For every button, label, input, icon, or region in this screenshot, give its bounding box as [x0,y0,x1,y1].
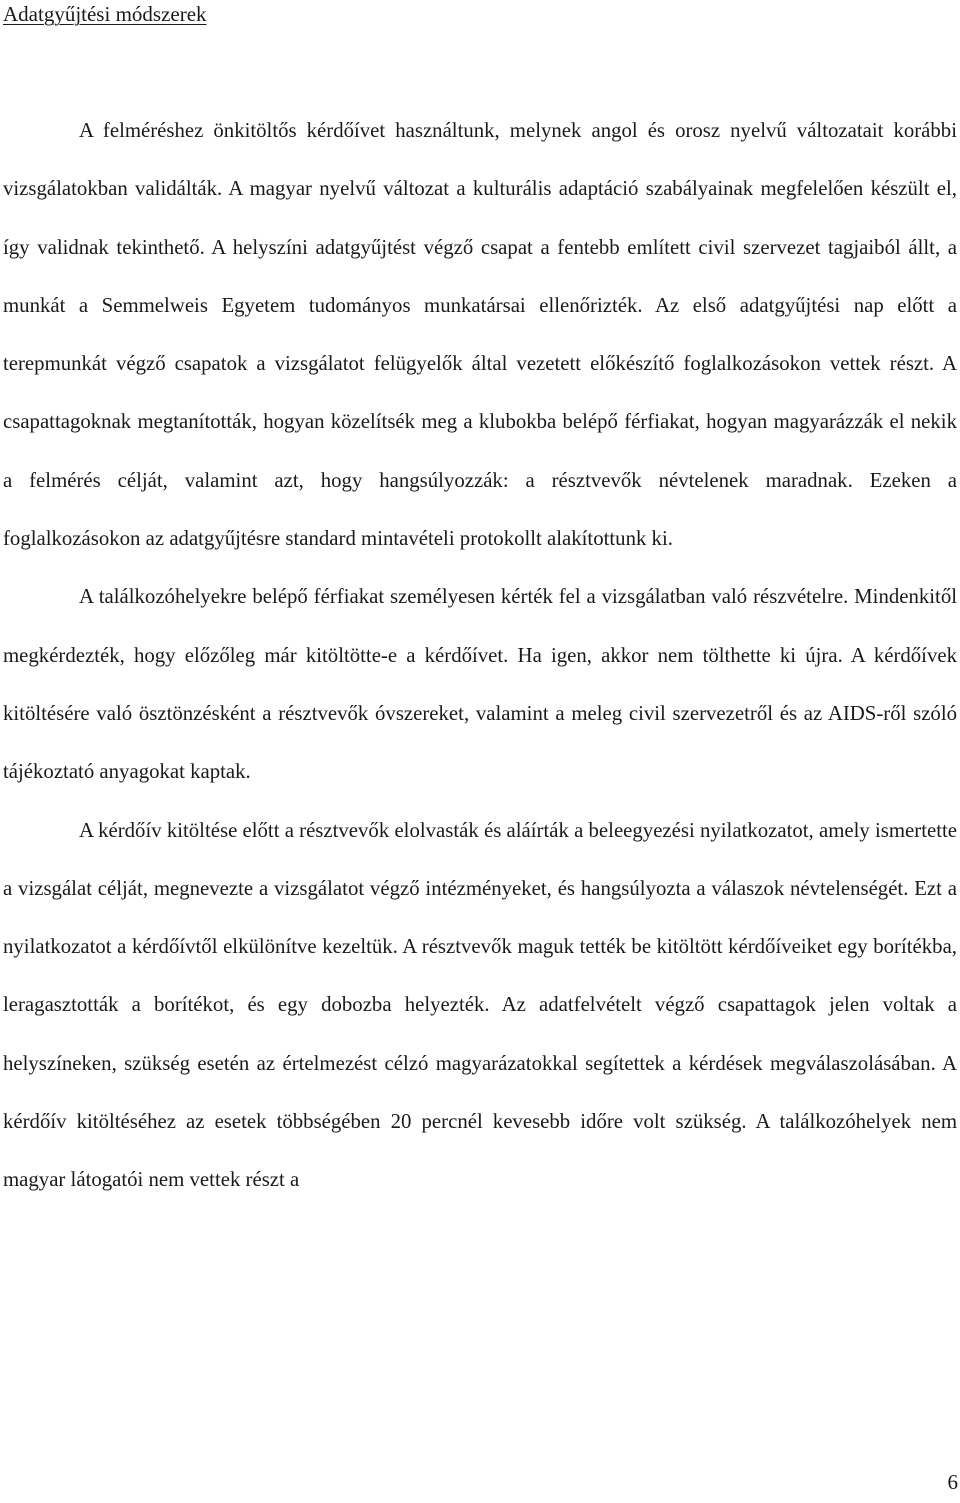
paragraph: A találkozóhelyekre belépő férfiakat személyesen kérték fel a vizsgálatban való részvételre. Mindenkitől megkérdezték, hogy előzőleg már kitöltötte-e a kérdőívet. Ha igen, akkor nem tölthette ki újra. A kérdőívek kitöltésére való ösztönzésként a résztvevők óvszereket, valamint a meleg civil szervezetről és az AIDS-ről szóló tájékoztató anyagokat kaptak. [3,585,957,784]
paragraph: A felméréshez önkitöltős kérdőívet használtunk, melynek angol és orosz nyelvű változatait korábbi vizsgálatokban validálták. A magyar nyelvű változat a kulturális adaptáció szabályainak megfelelően készült el, így validnak tekinthető. A helyszíni adatgyűjtést végző csapat a fentebb említett civil szervezet tagjaiból állt, a munkát a Semmelweis Egyetem tudományos munkatársai ellenőrizték. Az első adatgyűjtési nap előtt a terepmunkát végző csapatok a vizsgálatot felügyelők által vezetett előkészítő foglalkozásokon vettek részt. A csapattagoknak megtanították, hogyan közelítsék meg a klubokba belépő férfiakat, hogyan magyarázzák el nekik a felmérés célját, valamint azt, hogy hangsúlyozzák: a résztvevők névtelenek maradnak. Ezeken a foglalkozásokon az adatgyűjtésre standard mintavételi protokollt alakítottunk ki. [3,119,957,551]
page-number: 6 [947,1470,958,1494]
paragraph: A kérdőív kitöltése előtt a résztvevők elolvasták és aláírták a beleegyezési nyilatkozatot, amely ismertette a vizsgálat célját, megnevezte a vizsgálatot végző intézményeket, és hangsúlyozta a válaszok névtelenségét. Ezt a nyilatkozatot a kérdőívtől elkülönítve kezeltük. A résztvevők maguk tették be kitöltött kérdőíveiket egy borítékba, leragasztották a borítékot, és egy dobozba helyezték. Az adatfelvételt végző csapattagok jelen voltak a helyszíneken, szükség esetén az értelmezést célzó magyarázatokkal segítettek a kérdések megválaszolásában. A kérdőív kitöltéséhez az esetek többségében 20 percnél kevesebb időre volt szükség. A találkozóhelyek nem magyar látogatói nem vettek részt a [3,818,957,1192]
body-text [3,102,957,1210]
section-title: Adatgyűjtési módszerek [3,2,207,26]
